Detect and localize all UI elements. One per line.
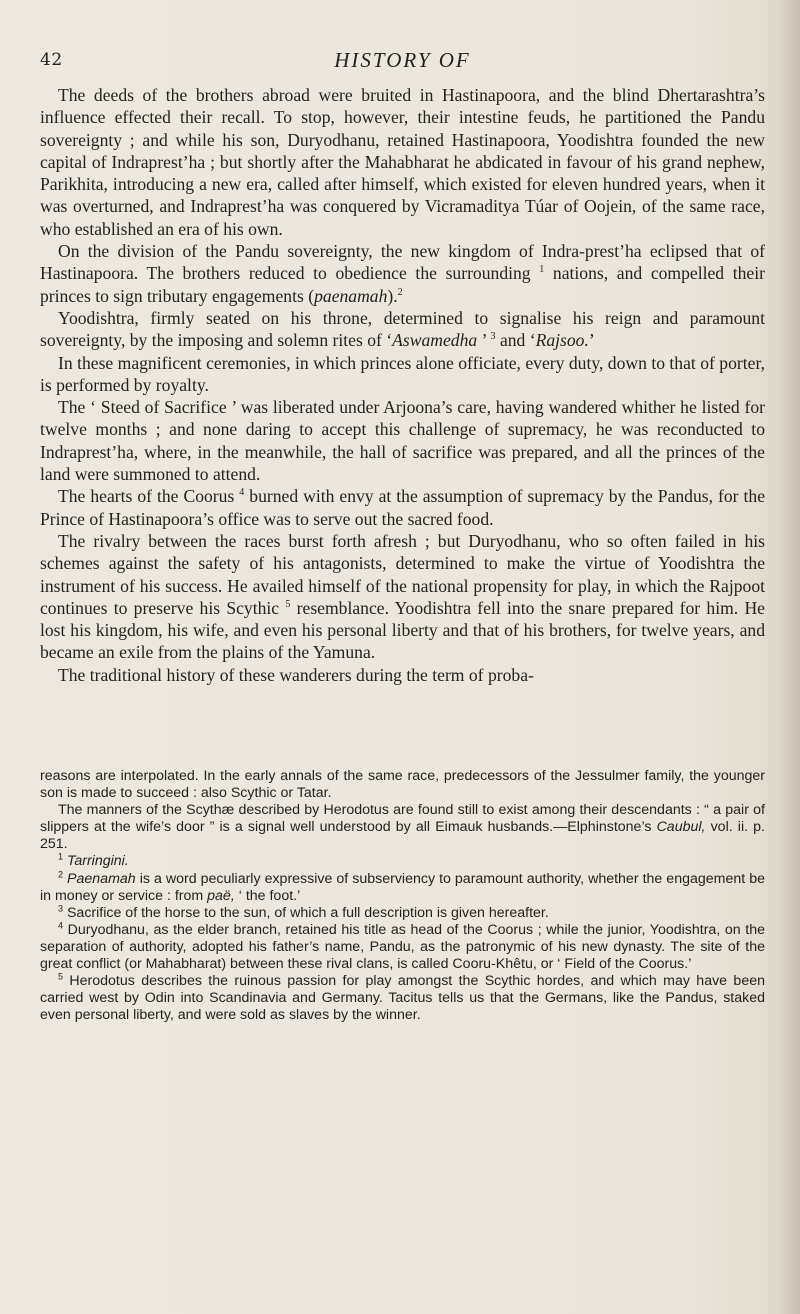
footnote-1 — [40, 853, 765, 870]
page-number: 42 — [40, 50, 63, 70]
footnote-number: 3 — [58, 903, 64, 914]
term: paenamah — [314, 285, 388, 306]
book-title: Caubul, — [656, 819, 706, 836]
main-text — [40, 84, 765, 686]
paragraph: The rivalry between the races burst forth afresh ; but Duryodhanu, who so often failed in his schemes against the safety of his antagonists, determined to make the virtue of Yoodishtra the instrument of his success. He availed himself of the national propensity for play, in which the Rajpoot continues to preserve his Scythic $^5$ resemblance. Yoodishtra fell into the snare prepared for him. He lost his kingdom, his wife, and even his personal liberty and that of his brothers, for twelve years, and became an exile from the plains of the Yamuna. — [40, 530, 765, 663]
term: Paenamah — [67, 870, 136, 887]
running-head: HISTORY OF — [334, 48, 471, 72]
footnote-number: 5 — [58, 971, 64, 982]
paragraph: In these magnificent ceremonies, in which princes alone officiate, every duty, down to that of porter, is performed by royalty. — [40, 352, 765, 395]
page-edge-shadow — [778, 0, 800, 1314]
footnote-continuation: reasons are interpolated. In the early annals of the same race, predecessors of the Jessulmer family, the younger son is made to succeed : also Scythic or Tatar. — [40, 768, 765, 802]
paragraph: The traditional history of these wanderers during the term of proba- — [58, 664, 534, 685]
page-header — [40, 48, 765, 78]
paragraph: The ‘ Steed of Sacrifice ’ was liberated under Arjoona’s care, having wandered whither he listed for twelve months ; and none daring to accept this challenge of supremacy, he was reconducted to Indraprest’ha, where, in the meanwhile, the hall of sacrifice was prepared, and all the princes of the land were summoned to attend. — [40, 397, 765, 485]
footnotes — [40, 768, 765, 1024]
footnote-ref: 5 — [285, 598, 291, 610]
footnote-number: 1 — [58, 851, 64, 862]
paragraph: The hearts of the Coorus $^4$ burned with envy at the assumption of supremacy by the Pandus, for the Prince of Hastinapoora’s office was to serve out the sacred food. — [40, 486, 766, 529]
footnote-ref: 3 — [490, 331, 496, 343]
term: Tarringini. — [66, 853, 129, 870]
paragraph: Yoodishtra, firmly seated on his throne, determined to signalise his reign and paramount sovereignty, by the imposing and solemn rites of ‘Aswamedha ’ $^3$ and ‘Rajsoo.’ — [40, 307, 765, 351]
footnote-5: $^5$ Herodotus describes the ruinous passion for play amongst the Scythic hordes, and which may have been carried west by Odin into Scandinavia and Germany. Tacitus tells us that the Germans, like the Pandus, staked even personal liberty, and were sold as slaves by the winner. — [40, 971, 765, 1024]
paragraph: The deeds of the brothers abroad were bruited in Hastinapoora, and the blind Dhertarashtra’s influence effected their recall. To stop, however, their intestine feuds, he partitioned the Pandu sovereignty ; and while his son, Duryodhanu, retained Hastinapoora, Yoodishtra founded the new capital of Indraprest’ha ; but shortly after the Mahabharat he abdicated in favour of his grand nephew, Parikhita, introducing a new era, called after himself, which existed for eleven hundred years, when it was overturned, and Indraprest’ha was conquered by Vicramaditya Túar of Oojein, of the same race, who established an era of his own. — [40, 85, 765, 239]
footnote-number: 2 — [58, 868, 64, 879]
footnote-paragraph: The manners of the Scythæ described by Herodotus are found still to exist among their descendants : “ a pair of slippers at the wife’s door ” is a signal well understood by all Eimauk husbands.—Elphinstone’s Caubul, vol. ii. p. 251. — [40, 802, 765, 853]
term: paë, — [207, 887, 235, 904]
footnote-ref: 2 — [397, 286, 403, 298]
footnote-4: $^4$ Duryodhanu, as the elder branch, retained his title as head of the Coorus ; while the junior, Yoodishtra, on the separation of authority, adopted his father’s name, Pandu, as the patronymic of his new dynasty. The site of the great conflict (or Mahabharat) between these rival clans, is called Cooru-Khêtu, or ‘ Field of the Coorus.’ — [40, 920, 765, 973]
footnote-number: 4 — [58, 920, 64, 931]
footnote-2: $^2$ Paenamah is a word peculiarly expressive of subserviency to paramount authority, whether the engagement be in money or service : from paë, ‘ the foot.’ — [40, 868, 765, 904]
term: Aswamedha — [392, 330, 478, 351]
paragraph: On the division of the Pandu sovereignty, the new kingdom of Indra-prest’ha eclipsed that of Hastinapoora. The brothers reduced to obedience the surrounding $^1$ nations, and compelled their princes to sign tributary engagements (paenamah).$^2$ — [40, 241, 765, 306]
term: Rajsoo. — [535, 330, 589, 351]
footnote-ref: 4 — [239, 487, 245, 499]
footnote-3: $^3$ Sacrifice of the horse to the sun, of which a full description is given hereafter. — [58, 903, 549, 921]
footnote-ref: 1 — [539, 264, 545, 276]
